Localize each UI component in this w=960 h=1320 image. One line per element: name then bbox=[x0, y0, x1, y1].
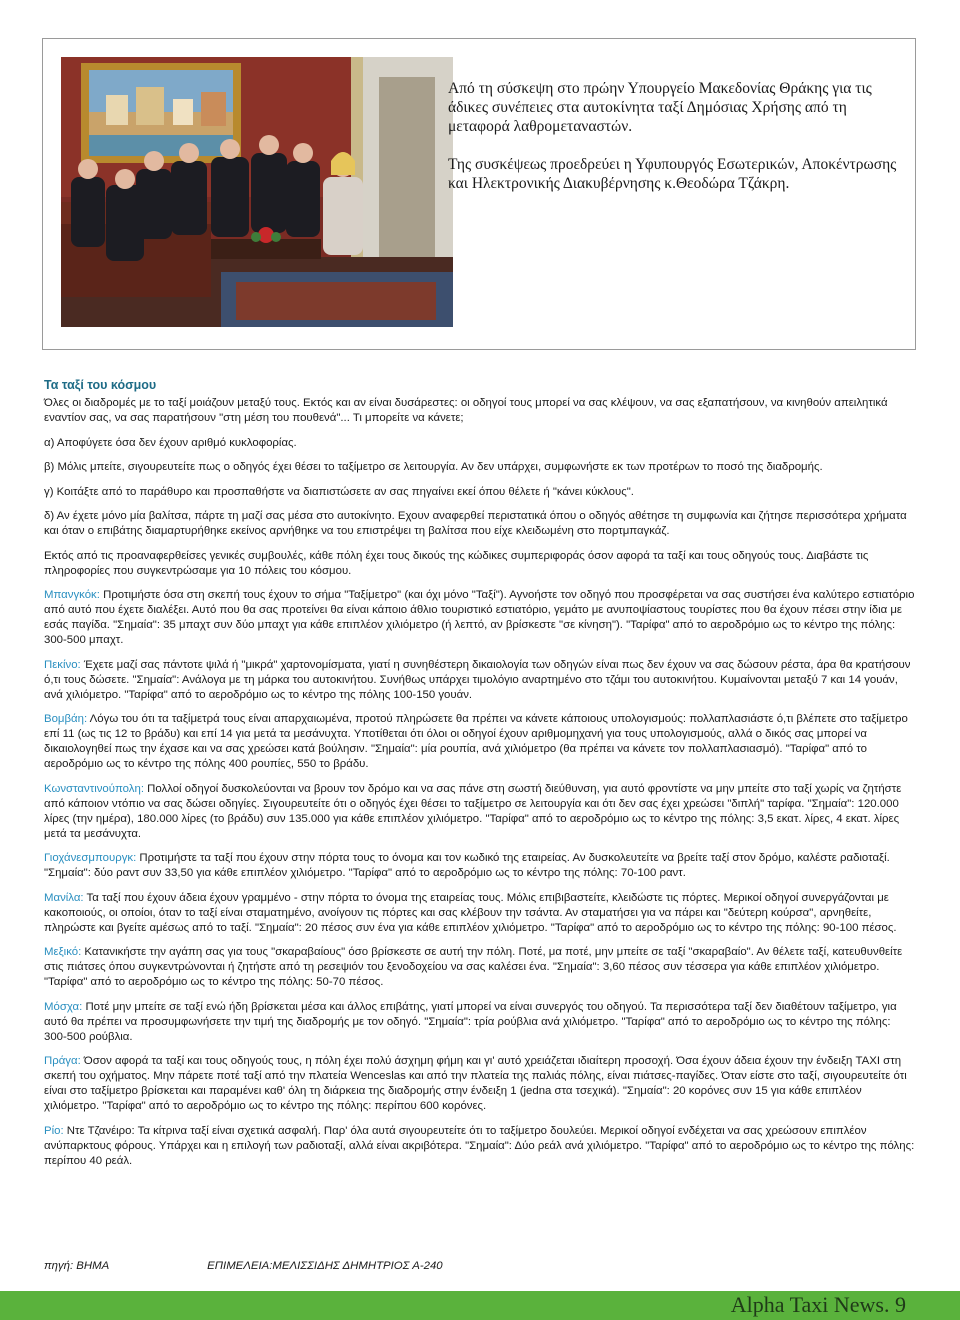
brand-page-number: Alpha Taxi News. 9 bbox=[730, 1292, 906, 1317]
article-intro: Όλες οι διαδρομές με το ταξί μοιάζουν μεταξύ τους. Εκτός και αν είναι δυσάρεστες: οι οδηγοί τους μπορεί να σας κλέψουν, να σας εξαπατήσουν, να κινηθούν απειλητικά εναντίον σας, να σας παρατήσουν "στη μέση του πουθενά"... Τι μπορείτε να κάνετε; bbox=[44, 397, 888, 424]
article-credits bbox=[44, 1260, 443, 1272]
city-name: Γιοχάνεσμπουργκ: bbox=[44, 852, 137, 864]
general-advice: Εκτός από τις προαναφερθείσες γενικές συμβουλές, κάθε πόλη έχει τους δικούς της κώδικες συμπεριφοράς όσον αφορά τα ταξί και τους οδηγούς τους. Διαβάστε τις πληροφορίες που συγκεντρώσαμε για 10 πόλεις του κόσμου. bbox=[44, 549, 869, 577]
city-paragraph bbox=[44, 712, 916, 772]
city-name: Μεξικό: bbox=[44, 946, 82, 958]
city-paragraph bbox=[44, 588, 916, 648]
city-paragraph bbox=[44, 1124, 916, 1169]
city-text: Ντε Τζανέιρο: Τα κίτρινα ταξί είναι σχετικά ασφαλή. Παρ' όλα αυτά σιγουρευτείτε ότι το ταξίμετρο δουλεύει. Μερικοί οδηγοί ενδέχεται να σας χρεώσουν επιπλέον ανύπαρκτους φόρους. Υπάρχει και η επιλογή των ραδιοταξί, αλλά είναι ακριβότερα. "Σημαία": Δύο ρεάλ ανά χιλιόμετρο. "Ταρίφα" από το αεροδρόμιο ως το κέντρο της πόλης: περίπου 40 ρεάλ. bbox=[44, 1124, 915, 1167]
city-text: Τα ταξί που έχουν άδεια έχουν γραμμένο - στην πόρτα το όνομα της εταιρείας τους. Μόλις επιβιβαστείτε, κλειδώστε τις πόρτες. Μερικοί οδηγοί συνεργάζονται με κακοποιούς, οι οποίοι, όταν το ταξί είναι σταματημένο, ανοίγουν τις πόρτες και σας κλέβουν την τσάντα. Αν σταματήσει για να πάρει και "δεύτερη κούρσα", αρνηθείτε, πληρώστε και βγείτε αμέσως από το ταξί. "Σημαία": 20 πέσος συν ένα για κάθε επιπλέον χιλιόμετρο. "Ταρίφα" από το αεροδρόμιο ως το κέντρο της πόλης: 90-100 πέσος. bbox=[44, 891, 897, 934]
tip-d: δ) Αν έχετε μόνο μία βαλίτσα, πάρτε τη μαζί σας μέσα στο αυτοκίνητο. Εχουν αναφερθεί περιστατικά όπου ο οδηγός αθέτησε τη συμφωνία και ζήτησε περισσότερα χρήματα και όταν ο επιβάτης διαμαρτυρήθηκε εκείνος αρνήθηκε να του επιστρέψει τη βαλίτσα που είχε κλειδωμένη στο πορτμπαγκάζ. bbox=[44, 510, 907, 537]
tip-b: β) Μόλις μπείτε, σιγουρευτείτε πως ο οδηγός έχει θέσει το ταξίμετρο σε λειτουργία. Αν δεν υπάρχει, συμφωνήστε εκ των προτέρων το ποσό της διαδρομής. bbox=[44, 461, 823, 473]
caption-paragraph: Της συσκέψεως προεδρεύει η Υφυπουργός Εσωτερικών, Αποκέντρωσης και Ηλεκτρονικής Διακυβέρνησης κ.Θεοδώρα Τζάκρη. bbox=[448, 156, 897, 192]
editor-credit: ΕΠΙΜΕΛΕΙΑ:ΜΕΛΙΣΣΙΔΗΣ ΔΗΜΗΤΡΙΟΣ Α-240 bbox=[207, 1260, 443, 1272]
tip-c: γ) Κοιτάξτε από το παράθυρο και προσπαθήστε να διαπιστώσετε αν σας πηγαίνει εκεί όπου θέλετε ή "κάνει κύκλους". bbox=[44, 485, 634, 498]
photo-caption bbox=[448, 79, 908, 212]
city-name: Πράγα: bbox=[44, 1055, 81, 1067]
city-text: Λόγω του ότι τα ταξίμετρά τους είναι απαρχαιωμένα, προτού πληρώσετε θα πρέπει να κάνετε κάποιους υπολογισμούς: πολλαπλασιάστε ό,τι βλέπετε στο ταξίμετρο επί 11 (ως τις 12 το βράδυ) και επί 14 για μετά τα μεσάνυχτα. Υποτίθεται ότι όλοι οι οδηγοί έχουν αριθμομηχανή για τους υπολογισμούς, αλλά ο δικός σας μπορεί να δικαιολογηθεί πως την έχασε και να σας χρεώσει κατά βούλησιν. "Σημαία": μία ρουπία, ανά χιλιόμετρο (θα πρέπει να κάνετε τον πολλαπλασιασμό). "Ταρίφα" από το αεροδρόμιο ως το κέντρο της πόλης 400 ρουπίες, 550 το βράδυ. bbox=[44, 713, 908, 770]
city-name: Μπανγκόκ: bbox=[44, 589, 100, 601]
tip-a: α) Αποφύγετε όσα δεν έχουν αριθμό κυκλοφορίας. bbox=[44, 436, 297, 449]
city-paragraph bbox=[44, 891, 916, 936]
city-paragraph bbox=[44, 851, 916, 881]
city-paragraph bbox=[44, 1054, 916, 1114]
article bbox=[44, 378, 916, 1178]
city-name: Πεκίνο: bbox=[44, 658, 81, 671]
city-text: Προτιμήστε τα ταξί που έχουν στην πόρτα τους το όνομα και τον κωδικό της εταιρείας. Αν δυσκολευτείτε να βρείτε ταξί στον δρόμο, καλέστε ραδιοταξί. "Σημαία": δύο ραντ συν 33,50 για κάθε επιπλέον χιλιόμετρο. "Ταρίφα" από το αεροδρόμιο ως το κέντρο της πόλης: 70-100 ραντ. bbox=[44, 852, 890, 879]
city-text: Κατανικήστε την αγάπη σας για τους "σκαραβαίους" όσο βρίσκεστε σε αυτή την πόλη. Ποτέ, μα ποτέ, μην μπείτε σε ταξί "σκαραβαίο". Αν θέλετε ταξί, κατευθυνθείτε στις πιάτσες όπου συγκεντρώνονται ή ζητήστε από τη ρεσεψιόν του ξενοδοχείου να σας καλέσει ένα. "Σημαία": 3,60 πέσος συν τέσσερα για κάθε επιπλέον χιλιόμετρο. "Ταρίφα" από το αεροδρόμιο ως το κέντρο της πόλης: 50-70 πέσος. bbox=[44, 946, 903, 988]
city-text: Προτιμήστε όσα στη σκεπή τους έχουν το σήμα "Ταξίμετρο" (και όχι μόνο "Ταξί"). Αγνοήστε τον οδηγό που προσφέρεται να σας συστήσει ένα καλύτερο εστιατόριο από αυτό που έχετε διαλέξει. Αυτό που θα σας προτείνει θα είναι κάποιο άθλιο τουριστικό εστιατόριο, γεμάτο με ανυποψίαστους τουρίστες που θα έχουν πέσει στην ίδια με εσάς παγίδα. "Σημαία": 35 μπαχτ συν δύο μπαχτ για κάθε επιπλέον χιλιόμετρο (ή λεπτό, αν βρίσκεστε "σε κίνηση"). "Ταρίφα" από το αεροδρόμιο ως το κέντρο της πόλης: 300-500 μπαχτ. bbox=[44, 589, 915, 646]
article-title: Τα ταξί του κόσμου bbox=[44, 378, 157, 392]
caption-paragraph: Από τη σύσκεψη στο πρώην Υπουργείο Μακεδονίας Θράκης για τις άδικες συνέπειες στα αυτοκίνητα ταξί Δημόσιας Χρήσης από τη μεταφορά λαθρομεταναστών. bbox=[448, 80, 872, 135]
city-text: Πολλοί οδηγοί δυσκολεύονται να βρουν τον δρόμο και να σας πάνε στη σωστή διεύθυνση, για αυτό φροντίστε να μην μπείτε στο ταξί χωρίς να ζητήστε από κάποιον ντόπιο να σας δώσει οδηγίες. Σιγουρευτείτε ότι ο οδηγός έχει θέσει το ταξίμετρο σε λειτουργία και ότι δεν σας έχει χρεώσει "διπλή" ταρίφα. "Σημαία": 120.000 λίρες (την ημέρα), 180.000 λίρες (το βράδυ) συν 135.000 για κάθε επιπλέον χιλιόμετρο. "Ταρίφα" από το αεροδρόμιο ως το κέντρο της πόλης: 3,5 εκατ. λίρες, 4 εκατ. λίρες μετά τα μεσάνυχτα. bbox=[44, 782, 902, 840]
city-name: Βομβάη: bbox=[44, 713, 88, 725]
city-name: Ρίο: bbox=[44, 1124, 64, 1137]
city-text: Ποτέ μην μπείτε σε ταξί ενώ ήδη βρίσκεται μέσα και άλλος επιβάτης, γιατί μπορεί να είναι συνεργός του οδηγού. Τα περισσότερα ταξί δεν διαθέτουν ταξίμετρο, για αυτό θα πρέπει να προσυμφωνήσετε την τιμή της διαδρομής με τον οδηγό. "Σημαία": τρία ρούβλια ανά χιλιόμετρο. "Ταρίφα" από το αεροδρόμιο ως το κέντρο της πόλης: 300-500 ρούβλια. bbox=[44, 1000, 897, 1043]
city-name: Μόσχα: bbox=[44, 1000, 83, 1013]
city-text: Όσον αφορά τα ταξί και τους οδηγούς τους, η πόλη έχει πολύ άσχημη φήμη και γι' αυτό χρειάζεται ιδιαίτερη προσοχή. Όσα έχουν άδεια έχουν την ένδειξη TAXI στη σκεπή του οχήματος. Μην πάρετε ποτέ ταξί από την πλατεία Wenceslas και από την πλατεία της παλιάς πόλης, είναι πιάτσες-παγίδες. Όταν είστε στο ταξί, σιγουρευτείτε ότι είναι στο ταξίμετρο βρίσκεται και παραμένει καθ' όλη τη διάρκεια της διαδρομής στην ένδειξη 1 (jedna στα τσεχικά). "Σημαία": 20 κορόνες συν 15 για κάθε επιπλέον χιλιόμετρο. "Ταρίφα" από το αεροδρόμιο ως το κέντρο της πόλης: περίπου 600 κορόνες. bbox=[44, 1055, 907, 1112]
city-text: Έχετε μαζί σας πάντοτε ψιλά ή "μικρά" χαρτονομίσματα, γιατί η συνηθέστερη δικαιολογία των οδηγών είναι πως δεν έχουν να σας δώσουν ρέστα, άρα θα κρατήσουν ό,τι τους δώσετε. "Σημαία": Ανάλογα με τη μάρκα του αυτοκινήτου. Συνήθως υπάρχει τιμολόγιο αναρτημένο στο τζάμι του αυτοκινήτου. Κυμαίνονται μεταξύ 7 και 14 γουάν, ανά χιλιόμετρο. "Ταρίφα" από το αεροδρόμιο ως το κέντρο της πόλης 100-150 γουάν. bbox=[44, 658, 911, 701]
city-name: Κωνσταντινούπολη: bbox=[44, 782, 144, 795]
city-paragraph bbox=[44, 782, 916, 842]
city-paragraph bbox=[44, 658, 916, 703]
meeting-photo bbox=[61, 57, 453, 327]
city-paragraph bbox=[44, 1000, 916, 1045]
photo-frame bbox=[42, 38, 916, 350]
city-name: Μανίλα: bbox=[44, 891, 84, 904]
source-credit: πηγή: ΒΗΜΑ bbox=[44, 1260, 110, 1272]
city-paragraph bbox=[44, 945, 916, 990]
